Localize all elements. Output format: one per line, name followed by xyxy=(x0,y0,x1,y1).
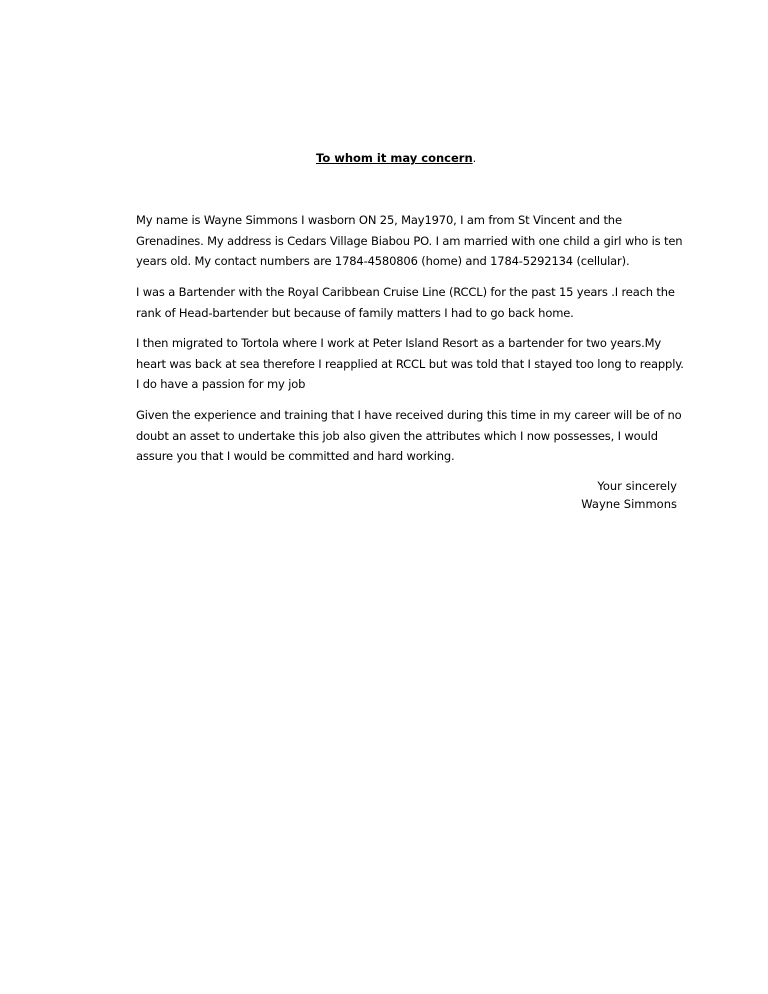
closing-salutation: Your sincerely xyxy=(597,479,677,493)
letter-heading xyxy=(316,150,476,166)
paragraph-tortola: I then migrated to Tortola where I work at Peter Island Resort as a bartender for two years.My heart was back at sea therefore I reapplied at RCCL but was told that I stayed too long to reapply. I do have a passion for my job xyxy=(136,336,684,391)
heading-text: To whom it may concern xyxy=(316,151,473,165)
paragraph-qualifications: Given the experience and training that I have received during this time in my career will be of no doubt an asset to undertake this job also given the attributes which I now possesses, I would assure you that I would be committed and hard working. xyxy=(136,408,682,463)
signature-name: Wayne Simmons xyxy=(581,497,677,511)
heading-period: . xyxy=(472,151,477,165)
paragraph-introduction: My name is Wayne Simmons I wasborn ON 25, May1970, I am from St Vincent and the Grenadines. My address is Cedars Village Biabou PO. I am married with one child a girl who is ten years old. My contact numbers are 1784-4580806 (home) and 1784-5292134 (cellular). xyxy=(136,213,683,268)
paragraph-bartender-experience: I was a Bartender with the Royal Caribbean Cruise Line (RCCL) for the past 15 years .I reach the rank of Head-bartender but because of family matters I had to go back home. xyxy=(136,285,675,320)
